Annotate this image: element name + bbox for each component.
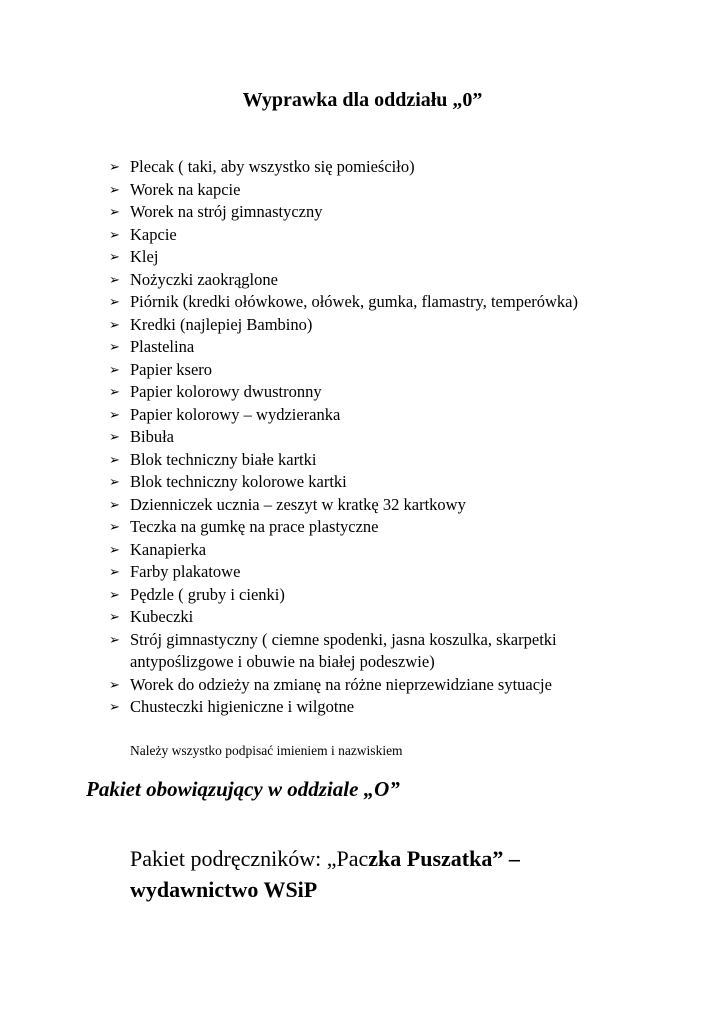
arrowhead-bullet-icon: ➢ [109,496,120,512]
list-item-text: Piórnik (kredki ołówkowe, ołówek, gumka, flamastry, temperówka) [130,292,578,311]
list-item [106,179,626,202]
list-item [106,696,626,719]
list-item [106,269,626,292]
arrowhead-bullet-icon: ➢ [109,676,120,692]
arrowhead-bullet-icon: ➢ [109,451,120,467]
list-item-text: Pędzle ( gruby i cienki) [130,584,285,604]
textbook-package-label: Pakiet podręczników: „Pac [130,846,369,871]
list-item [106,314,626,337]
list-item-text: Papier kolorowy – wydzieranka [130,404,341,424]
list-item-text: Worek na kapcie [130,179,241,199]
arrowhead-bullet-icon: ➢ [109,384,120,399]
arrowhead-bullet-icon: ➢ [109,271,120,287]
list-item [106,359,626,382]
list-item [106,291,626,314]
list-item-text: Teczka na gumkę na prace plastyczne [130,517,379,536]
arrowhead-bullet-icon: ➢ [109,159,120,174]
arrowhead-bullet-icon: ➢ [109,586,120,602]
list-item [106,156,626,179]
arrowhead-bullet-icon: ➢ [109,699,120,714]
list-item-text: Worek na strój gimnastyczny [130,202,323,221]
arrowhead-bullet-icon: ➢ [109,316,120,332]
list-item-text: Nożyczki zaokrąglone [130,269,278,289]
arrowhead-bullet-icon: ➢ [109,249,120,264]
list-item-text: Strój gimnastyczny ( ciemne spodenki, jasna koszulka, skarpetki antypoślizgowe i obuwie na białej podeszwie) [130,629,557,671]
arrowhead-bullet-icon: ➢ [109,226,120,242]
arrowhead-bullet-icon: ➢ [109,429,120,444]
list-item-text: Farby plakatowe [130,562,241,581]
list-item-text: Plecak ( taki, aby wszystko się pomieściło) [130,157,415,176]
list-item [106,584,626,607]
arrowhead-bullet-icon: ➢ [109,474,120,489]
list-item [106,426,626,449]
list-item [106,246,626,269]
list-item [106,674,626,697]
list-item-text: Kubeczki [130,607,194,626]
list-item [106,201,626,224]
list-item-text: Bibuła [130,427,174,446]
arrowhead-bullet-icon: ➢ [109,631,120,647]
list-item-text: Chusteczki higieniczne i wilgotne [130,697,355,716]
arrowhead-bullet-icon: ➢ [109,204,120,219]
list-item-text: Kapcie [130,224,177,244]
list-item [106,224,626,247]
arrowhead-bullet-icon: ➢ [109,406,120,422]
arrowhead-bullet-icon: ➢ [109,541,120,557]
list-item-text: Blok techniczny białe kartki [130,449,317,469]
list-item-text: Papier ksero [130,359,213,379]
list-item-text: Klej [130,247,159,266]
list-item [106,606,626,629]
arrowhead-bullet-icon: ➢ [109,564,120,579]
list-item [106,516,626,539]
page-title: Wyprawka dla oddziału „0” [242,89,483,111]
list-item [106,449,626,472]
list-item-text: Papier kolorowy dwustronny [130,382,322,401]
textbook-package-title: zka Puszatka” – wydawnictwo WSiP [130,846,520,902]
list-item [106,494,626,517]
labeling-note: Należy wszystko podpisać imieniem i nazwiskiem [130,743,403,758]
list-item [106,336,626,359]
list-item [106,561,626,584]
list-item-text: Blok techniczny kolorowe kartki [130,472,347,491]
arrowhead-bullet-icon: ➢ [109,339,120,354]
list-item-text: Worek do odzieży na zmianę na różne nieprzewidziane sytuacje [130,674,552,694]
arrowhead-bullet-icon: ➢ [109,609,120,624]
pakiet-heading: Pakiet obowiązujący w oddziale „O” [86,777,400,801]
arrowhead-bullet-icon: ➢ [109,361,120,377]
list-item [106,471,626,494]
list-item [106,381,626,404]
list-item [106,404,626,427]
arrowhead-bullet-icon: ➢ [109,519,120,534]
supply-list [106,156,626,719]
list-item [106,629,626,674]
textbook-package [130,843,600,905]
list-item-text: Kanapierka [130,539,207,559]
list-item-text: Kredki (najlepiej Bambino) [130,314,313,334]
list-item [106,539,626,562]
arrowhead-bullet-icon: ➢ [109,294,120,309]
list-item-text: Dzienniczek ucznia – zeszyt w kratkę 32 kartkowy [130,494,466,514]
list-item-text: Plastelina [130,337,195,356]
arrowhead-bullet-icon: ➢ [109,181,120,197]
